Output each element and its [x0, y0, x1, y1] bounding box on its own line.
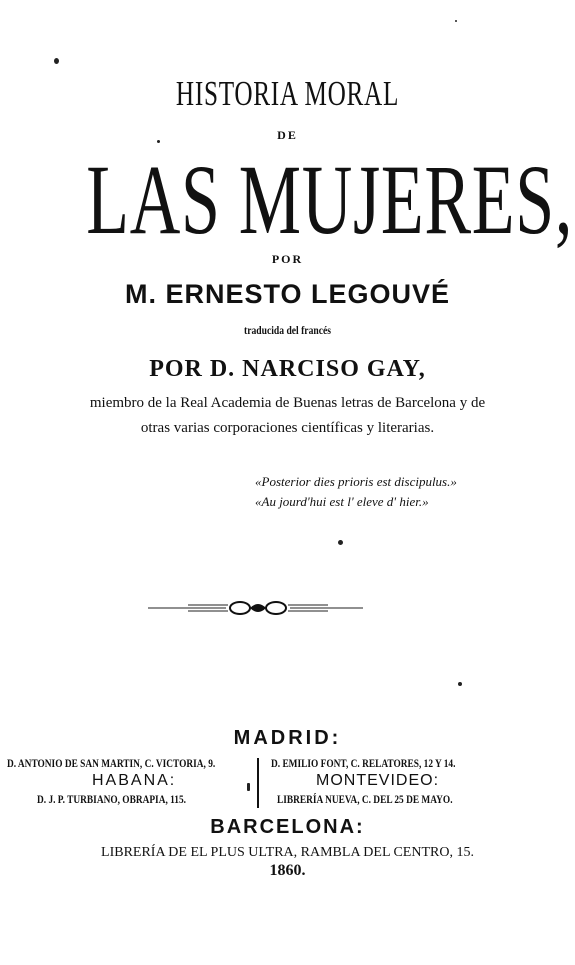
ink-speck [157, 140, 160, 143]
imprint-montevideo: MONTEVIDEO: [316, 772, 440, 789]
epigraph-french: «Au jourd'hui est l' eleve d' hier.» [255, 494, 429, 509]
imprint-madrid: MADRID: [233, 727, 342, 749]
ink-speck [455, 20, 457, 22]
translator-membership-line1: miembro de la Real Academia de Buenas letras de Barcelona y de [89, 395, 486, 411]
title-line-historia-moral: HISTORIA MORAL [175, 74, 400, 113]
publisher-libreria-nueva: LIBRERÍA NUEVA, C. DEL 25 DE MAYO. [277, 792, 453, 806]
publisher-emilio-font: D. EMILIO FONT, C. RELATORES, 12 Y 14. [271, 756, 456, 770]
publication-year: 1860. [269, 862, 306, 879]
translated-note: traducida del francés [244, 323, 331, 337]
publisher-san-martin: D. ANTONIO DE SAN MARTIN, C. VICTORIA, 9. [7, 756, 216, 770]
por-label: POR [271, 252, 304, 266]
ink-speck [247, 783, 250, 791]
ink-speck [458, 682, 462, 686]
epigraph-latin: «Posterior dies prioris est discipulus.» [255, 474, 457, 489]
column-divider [257, 758, 259, 808]
publisher-turbiano: D. J. P. TURBIANO, OBRAPIA, 115. [37, 792, 187, 806]
imprint-habana: HABANA: [92, 772, 177, 789]
main-title: LAS MUJERES, [86, 144, 574, 255]
publisher-plus-ultra: LIBRERÍA DE EL PLUS ULTRA, RAMBLA DEL CENTRO, 15. [101, 845, 474, 860]
ornament-divider [148, 598, 368, 618]
imprint-barcelona: BARCELONA: [210, 816, 365, 838]
title-de: DE [277, 128, 298, 142]
author-name: M. ERNESTO LEGOUVÉ [124, 279, 451, 309]
translator-name: POR D. NARCISO GAY, [149, 356, 426, 382]
ink-speck [338, 540, 343, 545]
ink-speck [54, 58, 59, 64]
translator-membership-line2: otras varias corporaciones científicas y literarias. [140, 420, 435, 436]
